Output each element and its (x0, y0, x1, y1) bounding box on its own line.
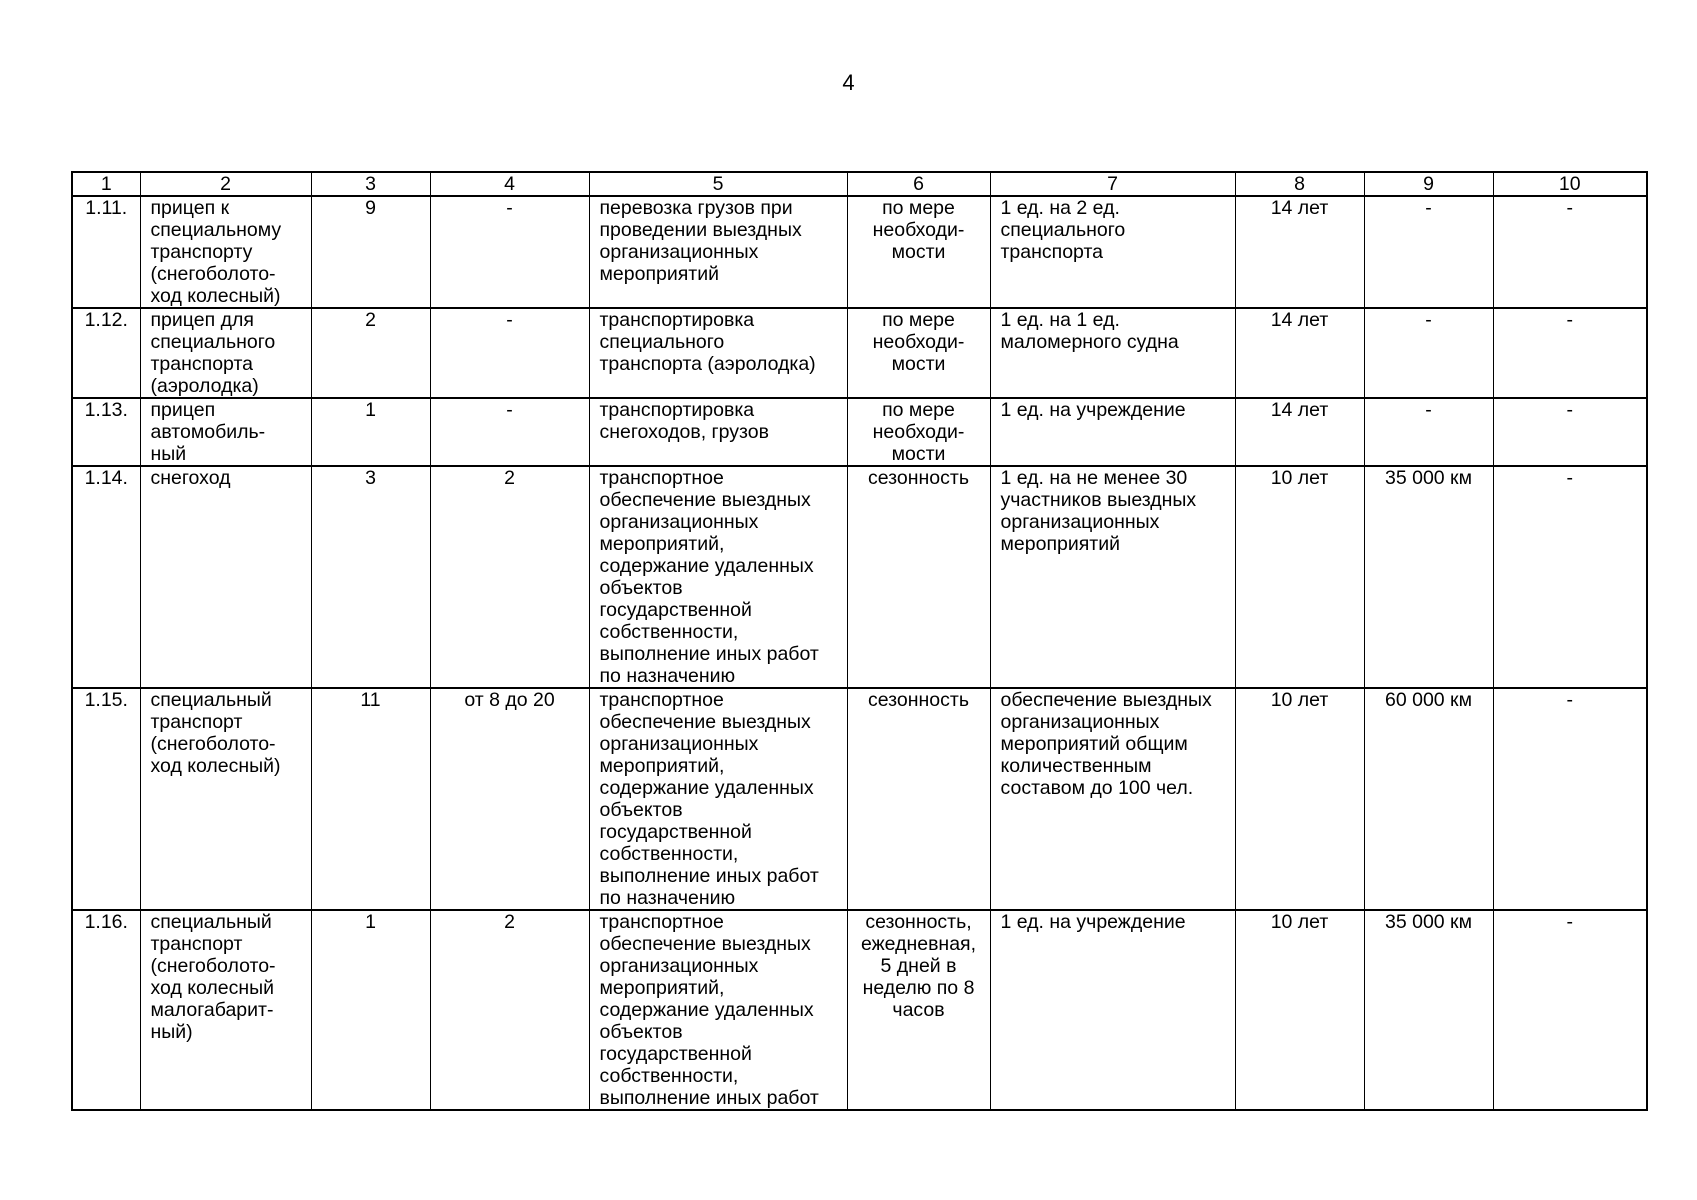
vehicle-name: прицеп к специальному транспорту (снегоболото- ход колесный) (140, 196, 311, 308)
frequency: по мере необходи- мости (847, 308, 990, 398)
vehicle-name: специальный транспорт (снегоболото- ход колесный) (140, 688, 311, 910)
row-number: 1.13. (72, 398, 140, 466)
service-term: 14 лет (1235, 398, 1364, 466)
quantity: 1 (311, 910, 430, 1110)
vehicle-name: специальный транспорт (снегоболото- ход колесный малогабарит- ный) (140, 910, 311, 1110)
frequency: сезонность (847, 688, 990, 910)
quantity-secondary: от 8 до 20 (430, 688, 589, 910)
purpose: транспортировка снегоходов, грузов (589, 398, 847, 466)
column-10-value: - (1493, 466, 1647, 688)
norm: 1 ед. на 2 ед. специального транспорта (990, 196, 1235, 308)
table-row (72, 398, 1647, 466)
column-header: 10 (1493, 172, 1647, 196)
column-header: 3 (311, 172, 430, 196)
frequency: по мере необходи- мости (847, 196, 990, 308)
vehicle-name: прицеп автомобиль- ный (140, 398, 311, 466)
purpose: транспортное обеспечение выездных организационных мероприятий, содержание удаленных объектов государственной собственности, выполнение иных работ по назначению (589, 466, 847, 688)
vehicle-name: прицеп для специального транспорта (аэролодка) (140, 308, 311, 398)
table-row (72, 308, 1647, 398)
purpose: перевозка грузов при проведении выездных организационных мероприятий (589, 196, 847, 308)
mileage: - (1364, 308, 1493, 398)
column-10-value: - (1493, 308, 1647, 398)
row-number: 1.11. (72, 196, 140, 308)
purpose: транспортировка специального транспорта (аэролодка) (589, 308, 847, 398)
column-10-value: - (1493, 196, 1647, 308)
quantity: 3 (311, 466, 430, 688)
column-10-value: - (1493, 398, 1647, 466)
table-row (72, 196, 1647, 308)
row-number: 1.15. (72, 688, 140, 910)
norm: 1 ед. на 1 ед. маломерного судна (990, 308, 1235, 398)
quantity-secondary: 2 (430, 910, 589, 1110)
column-header: 6 (847, 172, 990, 196)
column-10-value: - (1493, 910, 1647, 1110)
table-row (72, 910, 1647, 1110)
column-header: 5 (589, 172, 847, 196)
column-header: 2 (140, 172, 311, 196)
service-term: 10 лет (1235, 910, 1364, 1110)
quantity: 1 (311, 398, 430, 466)
frequency: сезонность, ежедневная, 5 дней в неделю по 8 часов (847, 910, 990, 1110)
vehicle-norms-table (71, 171, 1648, 1111)
quantity: 9 (311, 196, 430, 308)
column-10-value: - (1493, 688, 1647, 910)
page-number: 4 (842, 70, 855, 95)
quantity-secondary: - (430, 196, 589, 308)
row-number: 1.12. (72, 308, 140, 398)
service-term: 14 лет (1235, 308, 1364, 398)
frequency: сезонность (847, 466, 990, 688)
mileage: 35 000 км (1364, 466, 1493, 688)
mileage: - (1364, 196, 1493, 308)
column-header: 7 (990, 172, 1235, 196)
quantity-secondary: - (430, 308, 589, 398)
service-term: 10 лет (1235, 688, 1364, 910)
quantity: 2 (311, 308, 430, 398)
column-header: 4 (430, 172, 589, 196)
mileage: 35 000 км (1364, 910, 1493, 1110)
row-number: 1.14. (72, 466, 140, 688)
table-row (72, 688, 1647, 910)
purpose: транспортное обеспечение выездных организационных мероприятий, содержание удаленных объектов государственной собственности, выполнение иных работ по назначению (589, 688, 847, 910)
quantity-secondary: - (430, 398, 589, 466)
norm: 1 ед. на не менее 30 участников выездных организационных мероприятий (990, 466, 1235, 688)
mileage: - (1364, 398, 1493, 466)
frequency: по мере необходи- мости (847, 398, 990, 466)
norm: обеспечение выездных организационных мероприятий общим количественным составом до 100 чел. (990, 688, 1235, 910)
service-term: 10 лет (1235, 466, 1364, 688)
norm: 1 ед. на учреждение (990, 910, 1235, 1110)
quantity: 11 (311, 688, 430, 910)
vehicle-name: снегоход (140, 466, 311, 688)
column-header: 1 (72, 172, 140, 196)
column-header: 8 (1235, 172, 1364, 196)
service-term: 14 лет (1235, 196, 1364, 308)
row-number: 1.16. (72, 910, 140, 1110)
column-header: 9 (1364, 172, 1493, 196)
quantity-secondary: 2 (430, 466, 589, 688)
table-row (72, 466, 1647, 688)
purpose: транспортное обеспечение выездных организационных мероприятий, содержание удаленных объектов государственной собственности, выполнение иных работ (589, 910, 847, 1110)
header-row (72, 172, 1647, 196)
norm: 1 ед. на учреждение (990, 398, 1235, 466)
mileage: 60 000 км (1364, 688, 1493, 910)
